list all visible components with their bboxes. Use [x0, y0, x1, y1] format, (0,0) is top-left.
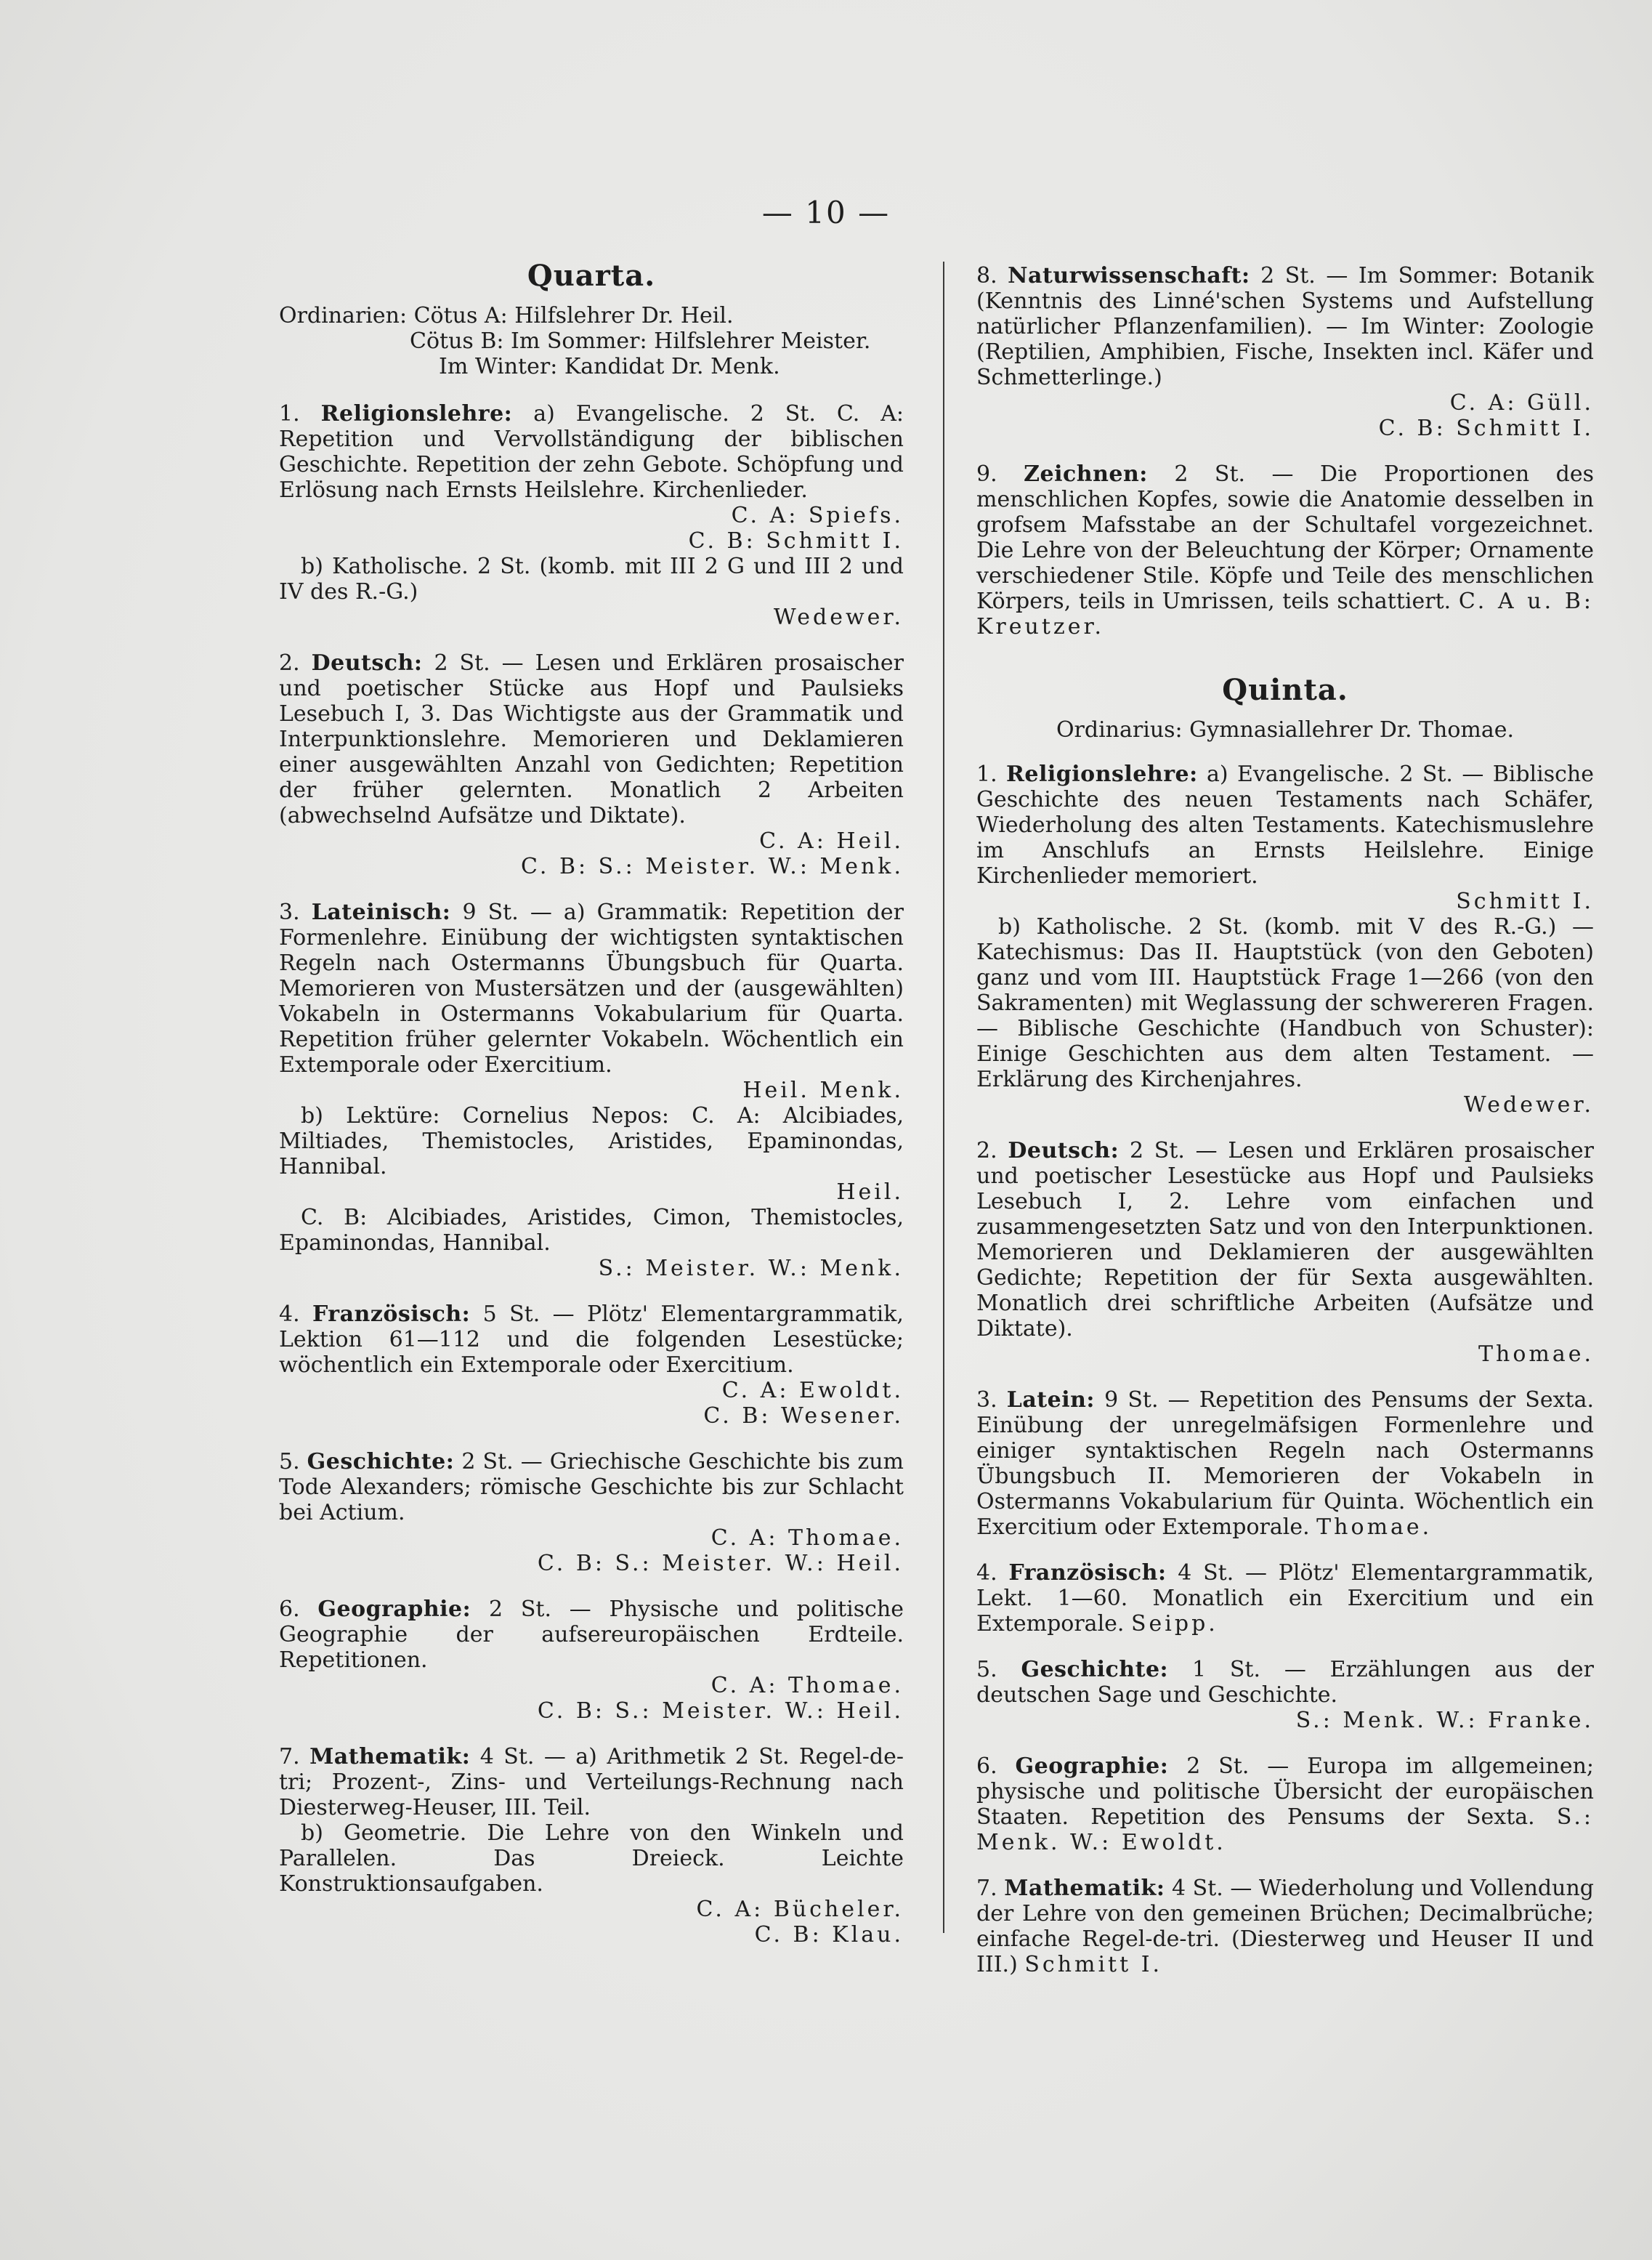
subject-text	[279, 401, 904, 503]
subject-name: Geographie:	[1015, 1753, 1169, 1779]
subject-number: 1.	[279, 401, 300, 427]
teacher: Heil.	[836, 1179, 904, 1205]
subject-name: Geographie:	[317, 1597, 471, 1622]
subject-body: 2 St. — Die Proportionen des menschlichen Kopfes, sowie die Anatomie desselben in grofsem Mafsstabe an der Schultafel vorgezeichnet. Die Lehre von der Beleuchtung der Körper; Ornamente verschiedener Stile. Köpfe und Teile des menschlichen Körpers, teils in Umrissen, teils schattiert.	[976, 461, 1594, 614]
teacher: C. B: Wesener.	[703, 1403, 904, 1429]
subject-franzoesisch-quarta	[279, 1301, 904, 1429]
teacher: C. B: Schmitt I.	[688, 528, 904, 554]
subject-name: Religionslehre:	[320, 401, 513, 427]
teacher: C. B: S.: Meister. W.: Heil.	[537, 1551, 904, 1576]
subject-body: 2 St. — Physische und politische Geographie der aufsereuropäischen Erdteile. Repetitionen.	[279, 1597, 904, 1673]
subject-name: Französisch:	[1008, 1560, 1167, 1586]
subject-body: 4 St. — Plötz' Elementargrammatik, Lekt. 1—60. Monatlich ein Exercitium und ein Extemporale.	[976, 1560, 1594, 1637]
subject-name: Französisch:	[312, 1301, 471, 1327]
subject-text	[976, 762, 1594, 889]
subject-text	[976, 1560, 1594, 1637]
teacher: C. A: Güll.	[1449, 390, 1594, 416]
subject-text	[976, 1138, 1594, 1341]
subject-body: 9 St. — a) Grammatik: Repetition der Formenlehre. Einübung der wichtigsten syntaktischen Regeln nach Ostermanns Übungsbuch für Quarta. Memorieren von Mustersätzen und der (ausgewählten) Vokabeln in Ostermanns Vokabularium für Quarta. Repetition früher gelernter Vokabeln. Wöchentlich ein Extemporale oder Exercitium.	[279, 900, 904, 1078]
teacher: Wedewer.	[773, 605, 904, 630]
subject-sub: b) Geometrie. Die Lehre von den Winkeln und Parallelen. Das Dreieck. Leichte Konstruktionsaufgaben.	[279, 1820, 904, 1897]
subject-franzoesisch-quinta	[976, 1560, 1594, 1637]
subject-text	[976, 1876, 1594, 1977]
subject-name: Latein:	[1006, 1387, 1096, 1413]
ordinarien-line: Cötus B: Im Sommer: Hilfslehrer Meister.	[410, 328, 871, 354]
subject-number: 2.	[279, 650, 300, 676]
ordinarien-line: Ordinarien: Cötus A: Hilfslehrer Dr. Heil.	[279, 303, 734, 328]
subject-deutsch-quarta	[279, 650, 904, 879]
subject-text	[279, 1597, 904, 1673]
teacher: S.: Meister. W.: Menk.	[598, 1256, 904, 1281]
subject-number: 3.	[976, 1387, 997, 1413]
subject-latein-quarta	[279, 900, 904, 1281]
teacher: C. A: Heil.	[759, 828, 904, 854]
teacher: Schmitt I.	[1456, 889, 1594, 914]
subject-body: 2 St. — Europa im allgemeinen; physische und politische Übersicht der europäischen Staaten. Repetition des Pensums der Sexta.	[976, 1753, 1595, 1830]
subject-body: 5 St. — Plötz' Elementargrammatik, Lektion 61—112 und die folgenden Lesestücke; wöchentlich ein Extemporale oder Exercitium.	[279, 1301, 904, 1378]
subject-geschichte-quinta	[976, 1657, 1594, 1733]
subject-text	[279, 900, 904, 1078]
subject-zeichnen-quarta	[976, 461, 1594, 639]
subject-number: 4.	[279, 1301, 300, 1327]
subject-text	[976, 1753, 1594, 1855]
subject-sub: b) Katholische. 2 St. (komb. mit III 2 G und III 2 und IV des R.-G.)	[279, 554, 904, 605]
subject-body: 2 St. — Griechische Geschichte bis zum Tode Alexanders; römische Geschichte bis zur Schlacht bei Actium.	[279, 1449, 904, 1525]
teacher: C. A: Thomae.	[710, 1673, 904, 1698]
column-divider	[943, 262, 944, 1933]
subject-name: Geschichte:	[1021, 1657, 1169, 1682]
subject-latein-quinta	[976, 1387, 1594, 1540]
subject-deutsch-quinta	[976, 1138, 1594, 1367]
subject-religion-quinta	[976, 762, 1594, 1118]
subject-text	[279, 650, 904, 828]
subject-text	[279, 1301, 904, 1378]
teacher: C. B: S.: Meister. W.: Heil.	[537, 1698, 904, 1724]
subject-text	[976, 263, 1594, 390]
ordinarius: Ordinarius: Gymnasiallehrer Dr. Thomae.	[1056, 717, 1515, 743]
subject-number: 5.	[976, 1657, 997, 1682]
subject-number: 3.	[279, 900, 300, 925]
teacher: Heil. Menk.	[742, 1078, 904, 1103]
teacher: C. A: Bücheler.	[696, 1897, 904, 1922]
subject-body: 2 St. — Lesen und Erklären prosaischer und poetischer Stücke aus Hopf und Paulsieks Lesebuch I, 3. Das Wichtigste aus der Grammatik und Interpunktionslehre. Memorieren und Deklamieren einer ausgewählten Anzahl von Gedichten; Repetition der früher gelernten. Monatlich 2 Arbeiten (abwechselnd Aufsätze und Diktate).	[279, 650, 904, 828]
subject-body: 2 St. — Im Sommer: Botanik (Kenntnis des Linné'schen Systems und Aufstellung natürlicher Pflanzenfamilien). — Im Winter: Zoologie (Reptilien, Amphibien, Fische, Insekten incl. Käfer und Schmetterlinge.)	[976, 263, 1594, 390]
teacher: Thomae.	[1316, 1514, 1433, 1540]
teacher: Schmitt I.	[1024, 1952, 1163, 1977]
subject-religion-quarta	[279, 401, 904, 630]
subject-number: 1.	[976, 762, 997, 787]
right-column	[976, 263, 1594, 1998]
subject-number: 7.	[976, 1876, 997, 1901]
left-column	[279, 259, 904, 1968]
ordinarien	[279, 303, 904, 379]
teacher: S.: Menk. W.: Ewoldt.	[976, 1804, 1594, 1855]
teacher: C. B: Schmitt I.	[1378, 416, 1594, 441]
subject-text	[976, 1657, 1594, 1708]
subject-name: Deutsch:	[1008, 1138, 1119, 1163]
subject-number: 6.	[976, 1753, 997, 1779]
page-number: — 10 —	[761, 195, 891, 230]
teacher: Seipp.	[1131, 1611, 1218, 1637]
subject-number: 6.	[279, 1597, 300, 1622]
subject-body: 2 St. — Lesen und Erklären prosaischer und poetischer Lesestücke aus Hopf und Paulsieks Lesebuch I, 2. Lehre vom einfachen und zusammengesetzten Satz und von den Interpunktionen. Memorieren und Deklamieren der ausgewählten Gedichte; Repetition der für Sexta ausgewählten. Monatlich drei schriftliche Arbeiten (Aufsätze und Diktate).	[976, 1138, 1594, 1341]
subject-mathematik-quinta	[976, 1876, 1594, 1977]
subject-number: 7.	[279, 1744, 300, 1769]
subject-name: Naturwissenschaft:	[1008, 263, 1250, 288]
teacher: C. A u. B: Kreutzer.	[976, 589, 1594, 639]
subject-sub: b) Katholische. 2 St. (komb. mit V des R.-G.) — Katechismus: Das II. Hauptstück (von den Geboten) ganz und vom III. Hauptstück Frage 1—266 (von den Sakramenten) mit Weglassung der schwereren Fragen. — Biblische Geschichte (Handbuch von Schuster): Einige Geschichten aus dem alten Testament. — Erklärung des Kirchenjahres.	[976, 914, 1594, 1092]
subject-text	[279, 1744, 904, 1820]
subject-text	[279, 1449, 904, 1525]
subject-mathematik-quarta	[279, 1744, 904, 1948]
subject-name: Mathematik:	[309, 1744, 471, 1769]
subject-name: Lateinisch:	[311, 900, 451, 925]
subject-text	[976, 461, 1594, 639]
teacher: Thomae.	[1478, 1341, 1594, 1367]
subject-body: 4 St. — Wiederholung und Vollendung der Lehre von den gemeinen Brüchen; Decimalbrüche; einfache Regel-de-tri. (Diesterweg und Heuser II und III.)	[976, 1876, 1594, 1977]
subject-body: a) Evangelische. 2 St. C. A: Repetition und Vervollständigung der biblischen Geschichte. Repetition der zehn Gebote. Schöpfung und Erlösung nach Ernsts Heilslehre. Kirchenlieder.	[279, 401, 904, 503]
subject-number: 4.	[976, 1560, 997, 1586]
subject-body: a) Evangelische. 2 St. — Biblische Geschichte des neuen Testaments nach Schäfer, Wiederholung des alten Testaments. Katechismuslehre im Anschlufs an Ernsts Heilslehre. Einige Kirchenlieder memoriert.	[976, 762, 1594, 889]
subject-name: Mathematik:	[1004, 1876, 1165, 1901]
teacher: C. A: Spiefs.	[731, 503, 904, 528]
subject-geographie-quinta	[976, 1753, 1594, 1855]
teacher: C. B: Klau.	[754, 1922, 904, 1948]
teacher: S.: Menk. W.: Franke.	[1295, 1708, 1594, 1733]
subject-name: Zeichnen:	[1024, 461, 1148, 487]
subject-naturwissenschaft-quarta	[976, 263, 1594, 441]
teacher: C. B: S.: Meister. W.: Menk.	[521, 854, 904, 879]
subject-text	[976, 1387, 1594, 1540]
heading-quinta: Quinta.	[1222, 673, 1348, 707]
subject-name: Geschichte:	[307, 1449, 455, 1474]
subject-sub: b) Lektüre: Cornelius Nepos: C. A: Alcibiades, Miltiades, Themistocles, Aristides, Epaminondas, Hannibal.	[279, 1103, 904, 1179]
subject-geographie-quarta	[279, 1597, 904, 1724]
subject-number: 5.	[279, 1449, 300, 1474]
subject-number: 8.	[976, 263, 997, 288]
subject-name: Deutsch:	[311, 650, 423, 676]
subject-name: Religionslehre:	[1006, 762, 1198, 787]
subject-body: 4 St. — a) Arithmetik 2 St. Regel-de-tri; Prozent-, Zins- und Verteilungs-Rechnung nach Diesterweg-Heuser, III. Teil.	[279, 1744, 904, 1820]
teacher: Wedewer.	[1463, 1092, 1594, 1118]
teacher: C. A: Thomae.	[710, 1525, 904, 1551]
subject-geschichte-quarta	[279, 1449, 904, 1576]
teacher: C. A: Ewoldt.	[721, 1378, 904, 1403]
subject-number: 9.	[976, 461, 997, 487]
subject-body: 1 St. — Erzählungen aus der deutschen Sage und Geschichte.	[976, 1657, 1594, 1708]
subject-sub: C. B: Alcibiades, Aristides, Cimon, Themistocles, Epaminondas, Hannibal.	[279, 1205, 904, 1256]
ordinarien-line: Im Winter: Kandidat Dr. Menk.	[439, 354, 780, 379]
subject-body: 9 St. — Repetition des Pensums der Sexta. Einübung der unregelmäfsigen Formenlehre und einiger syntaktischen Regeln nach Ostermanns Übungsbuch II. Memorieren der Vokabeln in Ostermanns Vokabularium für Quinta. Wöchentlich ein Exercitium oder Extemporale.	[976, 1387, 1594, 1540]
subject-number: 2.	[976, 1138, 997, 1163]
heading-quarta: Quarta.	[527, 259, 656, 293]
